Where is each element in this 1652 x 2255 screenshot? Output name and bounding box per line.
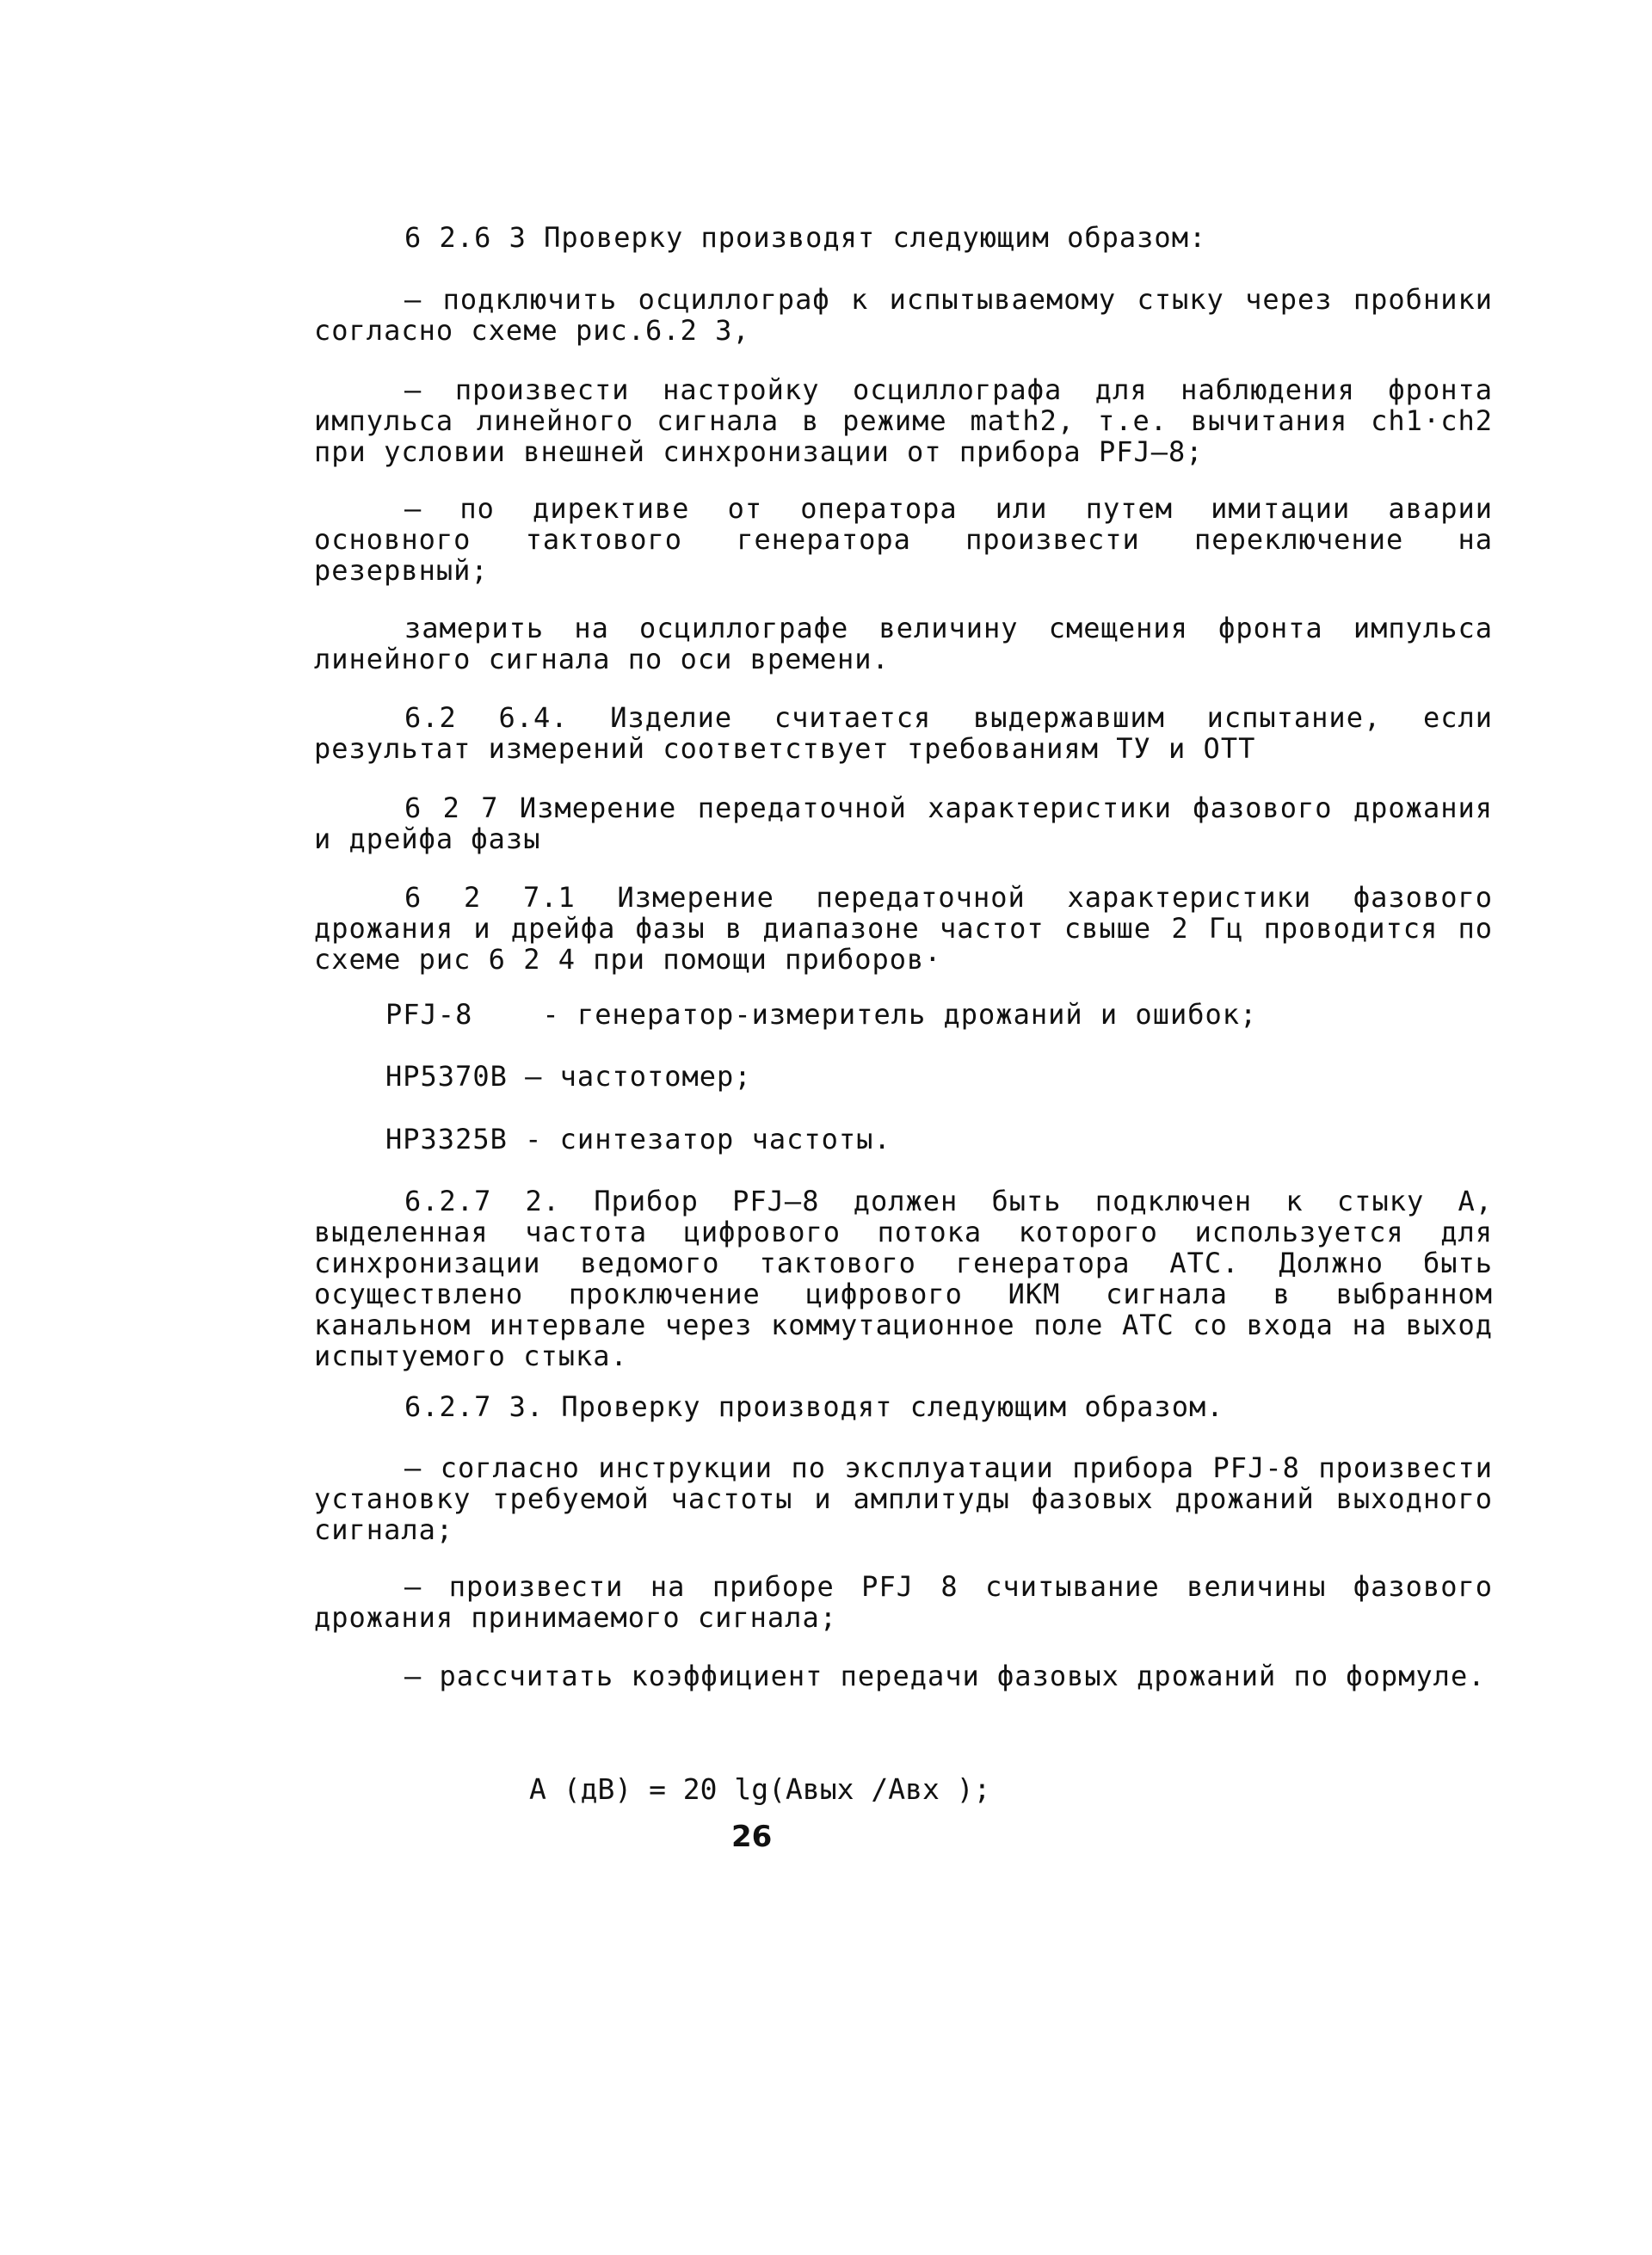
paragraph-switch-generator: – по директиве от оператора или путем имитации аварии основного тактового генератора произвести переключение на резервный; [314,492,1493,587]
paragraph-measure-offset: замерить на осциллографе величину смещения фронта импульса линейного сигнала по оси времени. [314,612,1493,675]
paragraph-connect-oscilloscope: – подключить осциллограф к испытываемому стыку через пробники согласно схеме рис.6.2 3, [314,283,1493,347]
paragraph-6-2-7-1: 6 2 7.1 Измерение передаточной характеристики фазового дрожания и дрейфа фазы в диапазоне частот свыше 2 Гц проводится по схеме рис 6 2 4 при помощи приборов· [314,881,1493,976]
paragraph-6-2-6-4: 6.2 6.4. Изделие считается выдержавшим испытание, если результат измерений соответствует требованиям ТУ и ОТТ [314,701,1493,765]
formula: А (дВ) = 20 lg(Авых /Авх ); [529,1772,991,1806]
paragraph-set-frequency: – согласно инструкции по эксплуатации прибора PFJ-8 произвести установку требуемой частоты и амплитуды фазовых дрожаний выходного сигнала; [314,1451,1493,1546]
equipment-item-pfj8: PFJ-8 - генератор-измеритель дрожаний и ошибок; [385,998,1258,1031]
heading-6-2-7: 6 2 7 Измерение передаточной характеристики фазового дрожания и дрейфа фазы [314,792,1493,855]
paragraph-calculate-coefficient: – рассчитать коэффициент передачи фазовых дрожаний по формуле. [404,1660,1486,1692]
paragraph-6-2-7-3: 6.2.7 3. Проверку производят следующим образом. [404,1390,1224,1423]
paragraph-6-2-6-3: 6 2.6 3 Проверку производят следующим образом: [404,221,1207,254]
paragraph-6-2-7-2: 6.2.7 2. Прибор PFJ–8 должен быть подключен к стыку А, выделенная частота цифрового потока которого используется для синхронизации ведомого тактового генератора АТС. Должно быть осуществлено проключение цифрового ИКМ сигнала в выбранном канальном интервале через коммутационное поле АТС со входа на выход испытуемого стыка. [314,1185,1493,1372]
equipment-item-hp3325b: HP3325B - синтезатор частоты. [385,1123,891,1155]
paragraph-oscilloscope-setup: – произвести настройку осциллографа для наблюдения фронта импульса линейного сигнала в режиме math2, т.е. вычитания ch1·ch2 при условии внешней синхронизации от прибора PFJ–8; [314,373,1493,468]
equipment-item-hp5370b: HP5370B – частотомер; [385,1060,752,1093]
paragraph-read-jitter: – произвести на приборе PFJ 8 считывание величины фазового дрожания принимаемого сигнала; [314,1570,1493,1634]
page-number: 26 [731,1820,773,1854]
